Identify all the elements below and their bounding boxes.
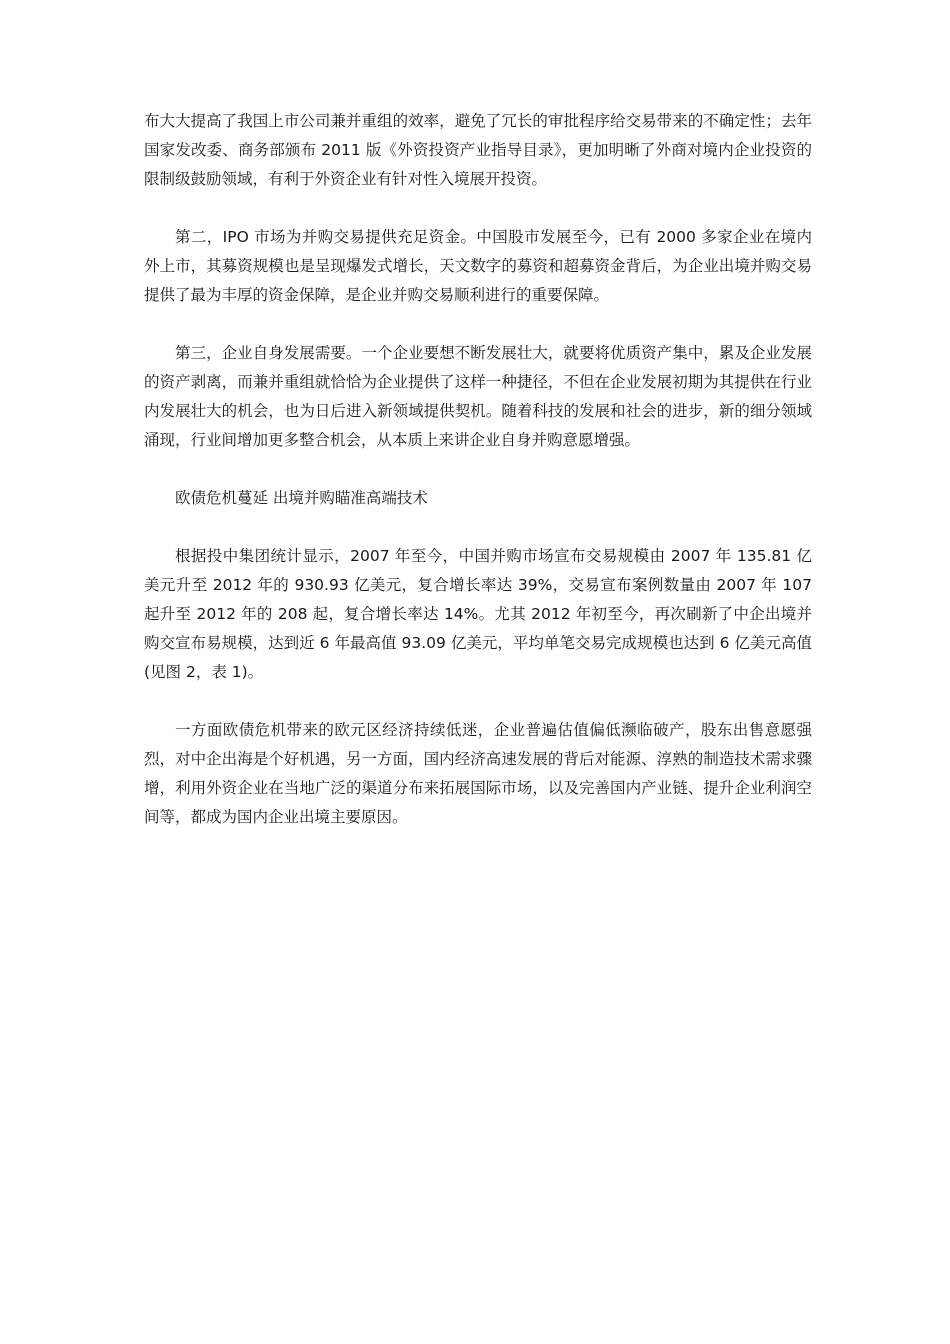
paragraph-3: 第三，企业自身发展需要。一个企业要想不断发展壮大，就要将优质资产集中，累及企业发展的资产剥离，而兼并重组就恰恰为企业提供了这样一种捷径，不但在企业发展初期为其提供在行业内发展壮大的机会，也为日后进入新领域提供契机。随着科技的发展和社会的进步，新的细分领域涌现，行业间增加更多整合机会，从本质上来讲企业自身并购意愿增强。 <box>144 344 812 449</box>
paragraph-4: 根据投中集团统计显示，2007 年至今，中国并购市场宣布交易规模由 2007 年 135.81 亿美元升至 2012 年的 930.93 亿美元，复合增长率达 39%，交易宣布案例数量由 2007 年 107 起升至 2012 年的 208 起，复合增长率达 14%。尤其 2012 年初至今，再次刷新了中企出境并购交宣布易规模，达到近 6 年最高值 93.09 亿美元，平均单笔交易完成规模也达到 6 亿美元高值(见图 2，表 1)。 <box>144 547 812 681</box>
section-heading: 欧债危机蔓延 出境并购瞄准高端技术 <box>175 489 428 507</box>
paragraph-2: 第二，IPO 市场为并购交易提供充足资金。中国股市发展至今，已有 2000 多家企业在境内外上市，其募资规模也是呈现爆发式增长，天文数字的募资和超募资金背后，为企业出境并购交易提供了最为丰厚的资金保障，是企业并购交易顺利进行的重要保障。 <box>144 228 812 304</box>
paragraph-1: 布大大提高了我国上市公司兼并重组的效率，避免了冗长的审批程序给交易带来的不确定性；去年国家发改委、商务部颁布 2011 版《外资投资产业指导目录》，更加明晰了外商对境内企业投资的限制级鼓励领域，有利于外资企业有针对性入境展开投资。 <box>144 112 812 188</box>
document-body <box>144 107 812 861</box>
paragraph-5: 一方面欧债危机带来的欧元区经济持续低迷，企业普遍估值偏低濒临破产，股东出售意愿强烈，对中企出海是个好机遇，另一方面，国内经济高速发展的背后对能源、淳熟的制造技术需求骤增，利用外资企业在当地广泛的渠道分布来拓展国际市场，以及完善国内产业链、提升企业利润空间等，都成为国内企业出境主要原因。 <box>144 721 812 826</box>
